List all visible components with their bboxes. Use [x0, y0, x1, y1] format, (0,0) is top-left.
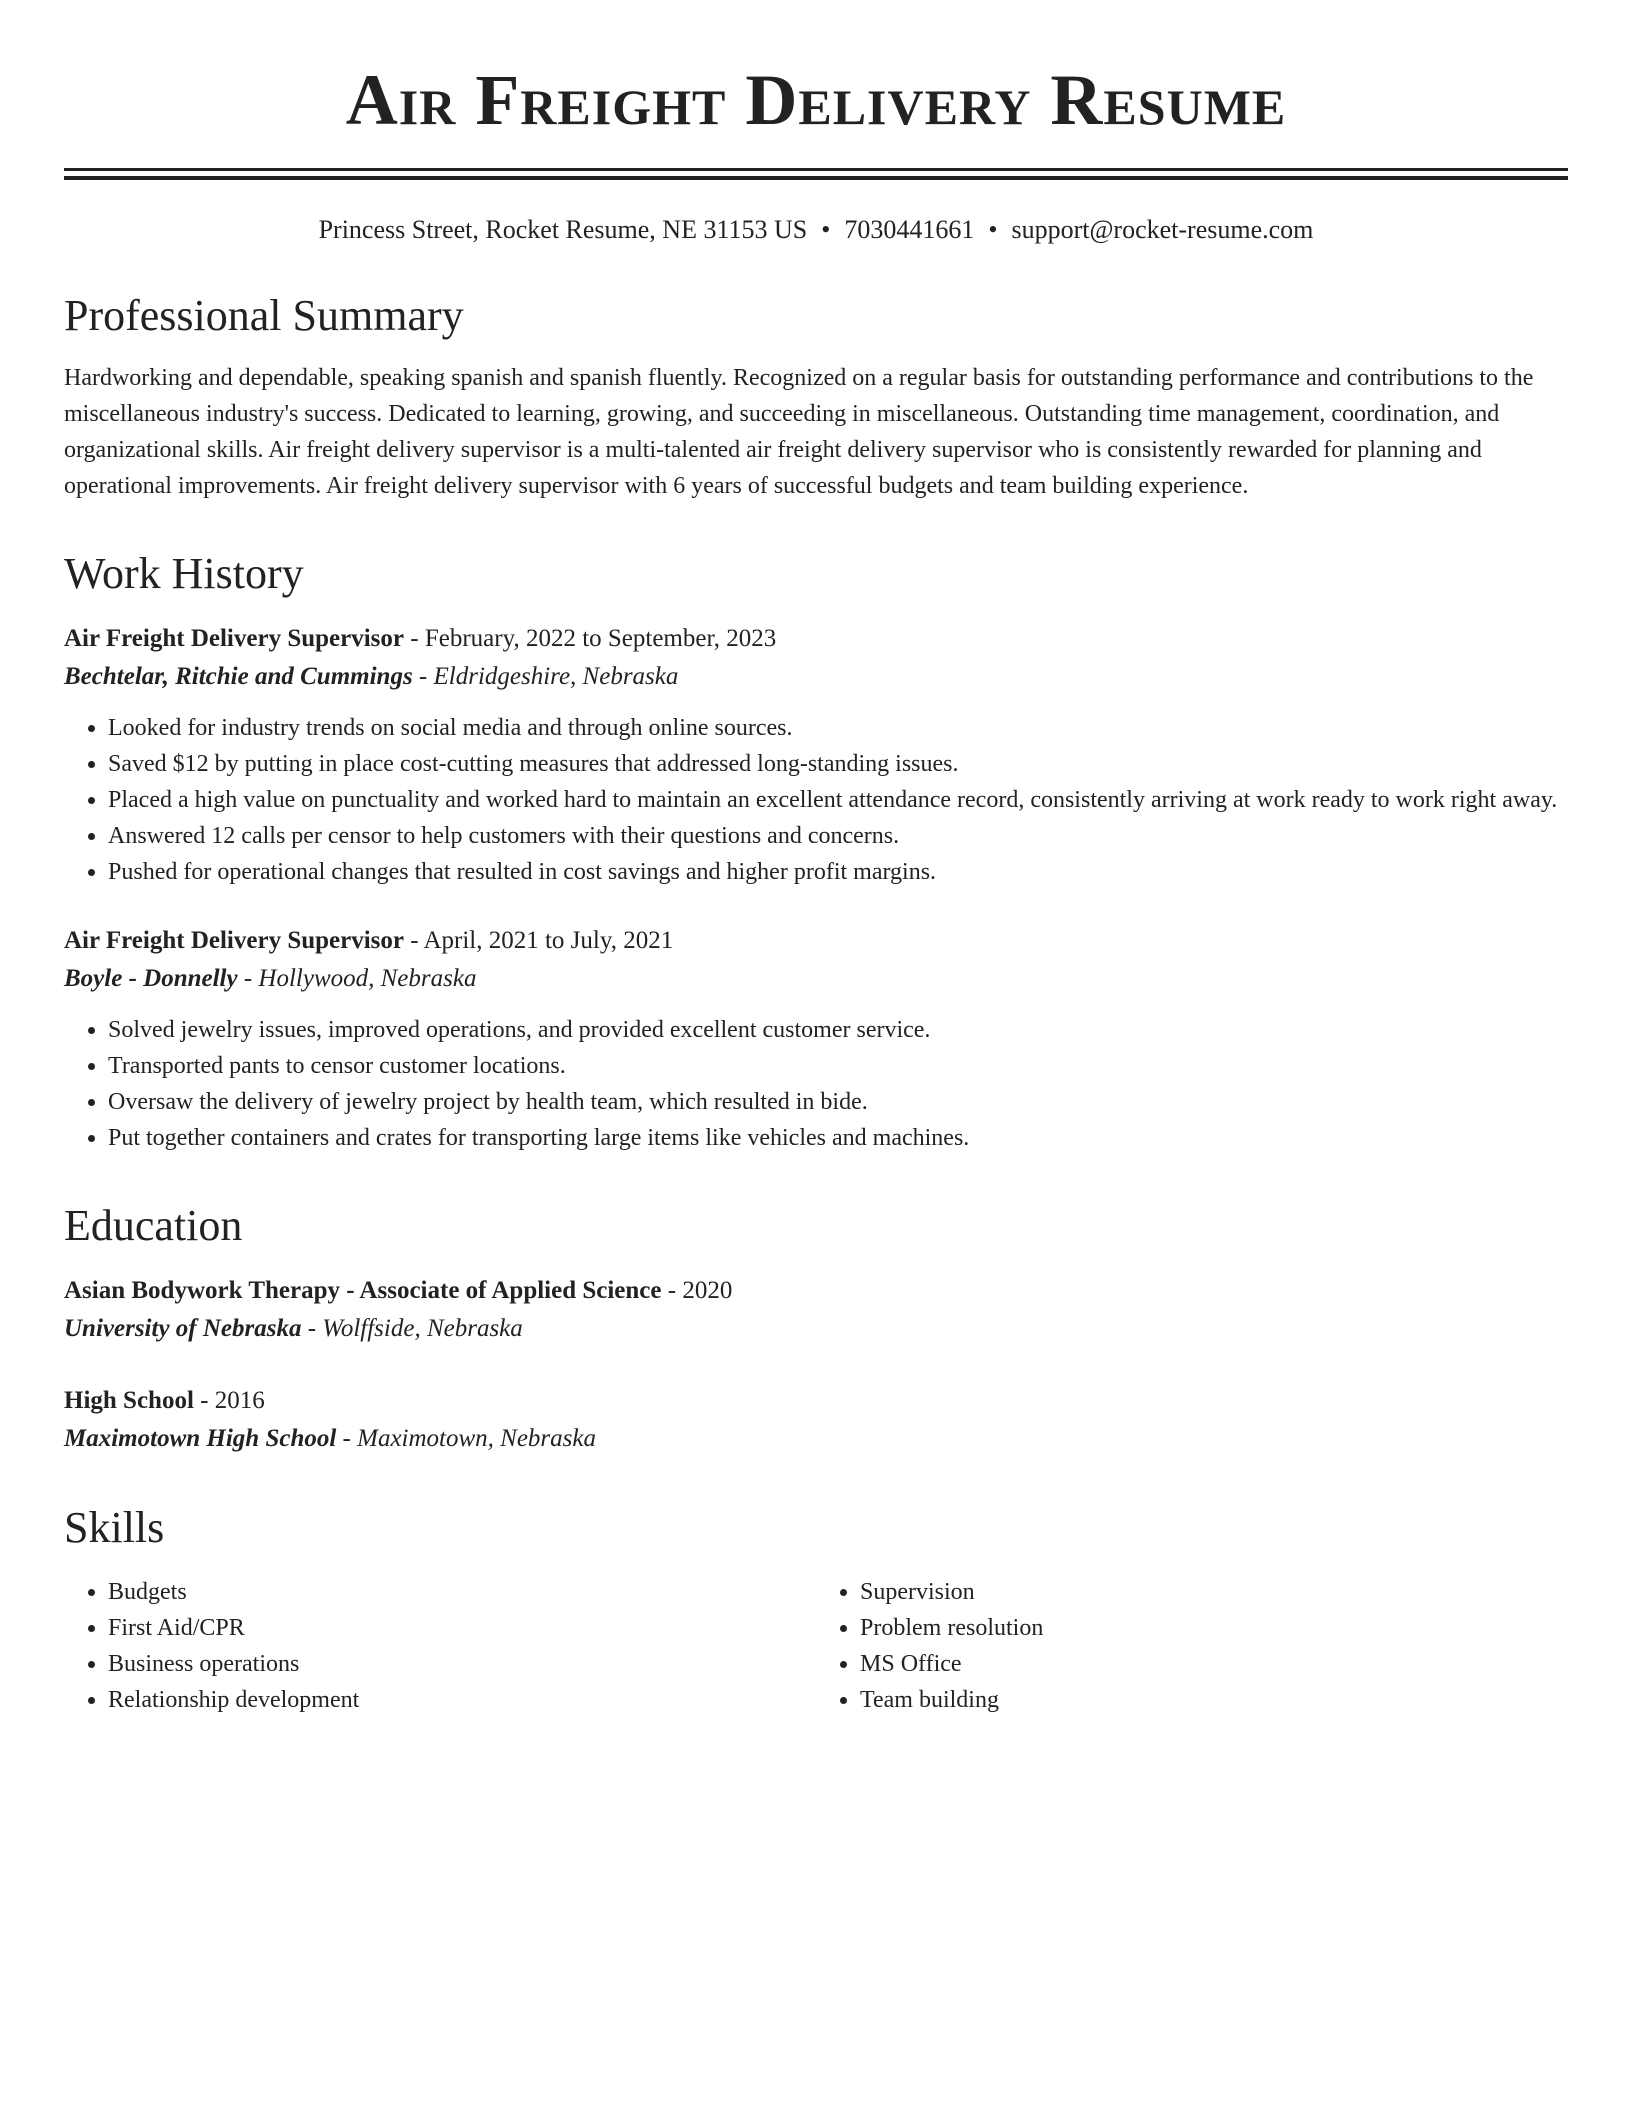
skill-item: • MS Office: [860, 1646, 1568, 1682]
skills-list-right: [816, 1574, 1568, 1718]
summary-heading: Professional Summary: [64, 291, 464, 340]
contact-address: Princess Street, Rocket Resume, NE 31153 US: [318, 215, 808, 244]
contact-line: [64, 212, 1568, 248]
job-bullets: [64, 1012, 1568, 1156]
education-location: - Maximotown, Nebraska: [336, 1425, 596, 1452]
education-header: [64, 1272, 1568, 1310]
skill-item: • Team building: [860, 1682, 1568, 1718]
job-dates: - February, 2022 to September, 2023: [404, 625, 777, 652]
education-school-line: [64, 1420, 1568, 1458]
education-degree: High School: [64, 1387, 194, 1414]
skill-item: • Business operations: [108, 1646, 816, 1682]
title-divider: [64, 168, 1568, 180]
list-item: • Transported pants to censor customer locations.: [108, 1048, 1568, 1084]
job-title: Air Freight Delivery Supervisor: [64, 625, 404, 652]
skills-list-left: [64, 1574, 816, 1718]
resume-title: Air Freight Delivery Resume: [345, 60, 1287, 140]
job-title: Air Freight Delivery Supervisor: [64, 927, 404, 954]
education-section: [64, 1198, 1568, 1458]
job-employer-line: [64, 658, 1568, 696]
work-history-heading: Work History: [64, 549, 304, 598]
education-location: - Wolffside, Nebraska: [301, 1315, 523, 1342]
list-item: • Saved $12 by putting in place cost-cutting measures that addressed long-standing issues.: [108, 746, 1568, 782]
job-location: - Hollywood, Nebraska: [237, 965, 477, 992]
education-entry: [64, 1382, 1568, 1458]
summary-text: Hardworking and dependable, speaking spanish and spanish fluently. Recognized on a regular basis for outstanding performance and contributions to the miscellaneous industry's success. Dedicated to learning, growing, and succeeding in miscellaneous. Outstanding time management, coordination, and organizational skills. Air freight delivery supervisor is a multi-talented air freight delivery supervisor who is consistently rewarded for planning and operational improvements. Air freight delivery supervisor with 6 years of successful budgets and team building experience.: [64, 365, 1534, 499]
skill-item: • Relationship development: [108, 1682, 816, 1718]
list-item: • Looked for industry trends on social media and through online sources.: [108, 710, 1568, 746]
job-bullets: [64, 710, 1568, 890]
summary-section: [64, 288, 1568, 504]
education-school-line: [64, 1310, 1568, 1348]
job-company: Boyle - Donnelly: [64, 965, 238, 992]
skills-columns: [64, 1574, 1568, 1718]
education-entry: [64, 1272, 1568, 1348]
job-company: Bechtelar, Ritchie and Cummings: [64, 663, 413, 690]
job-entry: [64, 620, 1568, 890]
contact-phone: 7030441661: [844, 215, 975, 244]
contact-separator: •: [821, 215, 831, 244]
job-header: [64, 922, 1568, 960]
education-heading: Education: [64, 1201, 243, 1250]
list-item: • Solved jewelry issues, improved operations, and provided excellent customer service.: [108, 1012, 1568, 1048]
skill-item: • Supervision: [860, 1574, 1568, 1610]
skill-item: • Budgets: [108, 1574, 816, 1610]
education-year: - 2020: [661, 1277, 733, 1304]
list-item: • Pushed for operational changes that resulted in cost savings and higher profit margins.: [108, 854, 1568, 890]
job-employer-line: [64, 960, 1568, 998]
list-item: • Oversaw the delivery of jewelry project by health team, which resulted in bide.: [108, 1084, 1568, 1120]
contact-email: support@rocket-resume.com: [1011, 215, 1314, 244]
skills-section: [64, 1500, 1568, 1718]
education-year: - 2016: [193, 1387, 265, 1414]
contact-separator: •: [988, 215, 998, 244]
job-dates: - April, 2021 to July, 2021: [404, 927, 674, 954]
list-item: • Placed a high value on punctuality and worked hard to maintain an excellent attendance record, consistently arriving at work ready to work right away.: [108, 782, 1568, 818]
job-location: - Eldridgeshire, Nebraska: [412, 663, 679, 690]
education-school: University of Nebraska: [64, 1315, 302, 1342]
skill-item: • First Aid/CPR: [108, 1610, 816, 1646]
list-item: • Put together containers and crates for transporting large items like vehicles and machines.: [108, 1120, 1568, 1156]
job-header: [64, 620, 1568, 658]
skills-heading: Skills: [64, 1503, 165, 1552]
list-item: • Answered 12 calls per censor to help customers with their questions and concerns.: [108, 818, 1568, 854]
work-history-section: [64, 546, 1568, 1156]
education-school: Maximotown High School: [64, 1425, 337, 1452]
education-degree: Asian Bodywork Therapy - Associate of Applied Science: [64, 1277, 662, 1304]
education-header: [64, 1382, 1568, 1420]
job-entry: [64, 922, 1568, 1156]
skill-item: • Problem resolution: [860, 1610, 1568, 1646]
